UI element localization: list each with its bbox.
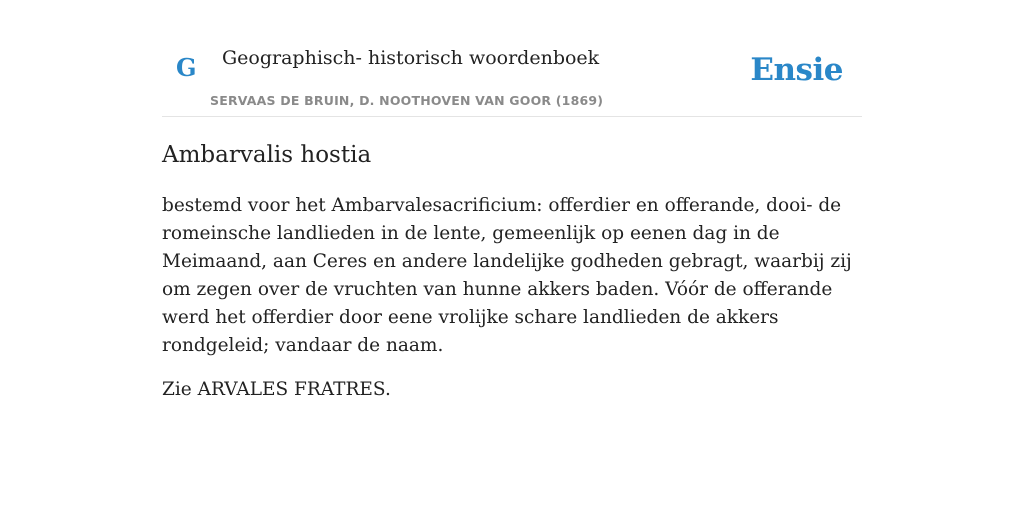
entry-body: bestemd voor het Ambarvalesacrificium: offerdier en offerande, dooi- de romeinsche landlieden in de lente, gemeenlijk op eenen dag in de Meimaand, aan Ceres en andere landelijke godheden gebragt, waarbij zij om zegen over de vruchten van hunne akkers baden. Vóór de offerande werd het offerdier door eene vrolijke schare landlieden de akkers rondgeleid; vandaar de naam. [162, 195, 852, 356]
book-header [162, 0, 862, 117]
book-authors: SERVAAS DE BRUIN, D. NOOTHOVEN VAN GOOR (1869) [210, 93, 604, 108]
ensie-logo-link[interactable]: Ensie [750, 52, 843, 88]
book-logo-link[interactable]: G [176, 53, 197, 82]
entry-see-also: Zie ARVALES FRATRES. [162, 379, 391, 400]
entry-content [162, 140, 862, 404]
entry-title: Ambarvalis hostia [162, 142, 372, 168]
book-title-link[interactable]: Geographisch- historisch woordenboek [222, 47, 600, 69]
